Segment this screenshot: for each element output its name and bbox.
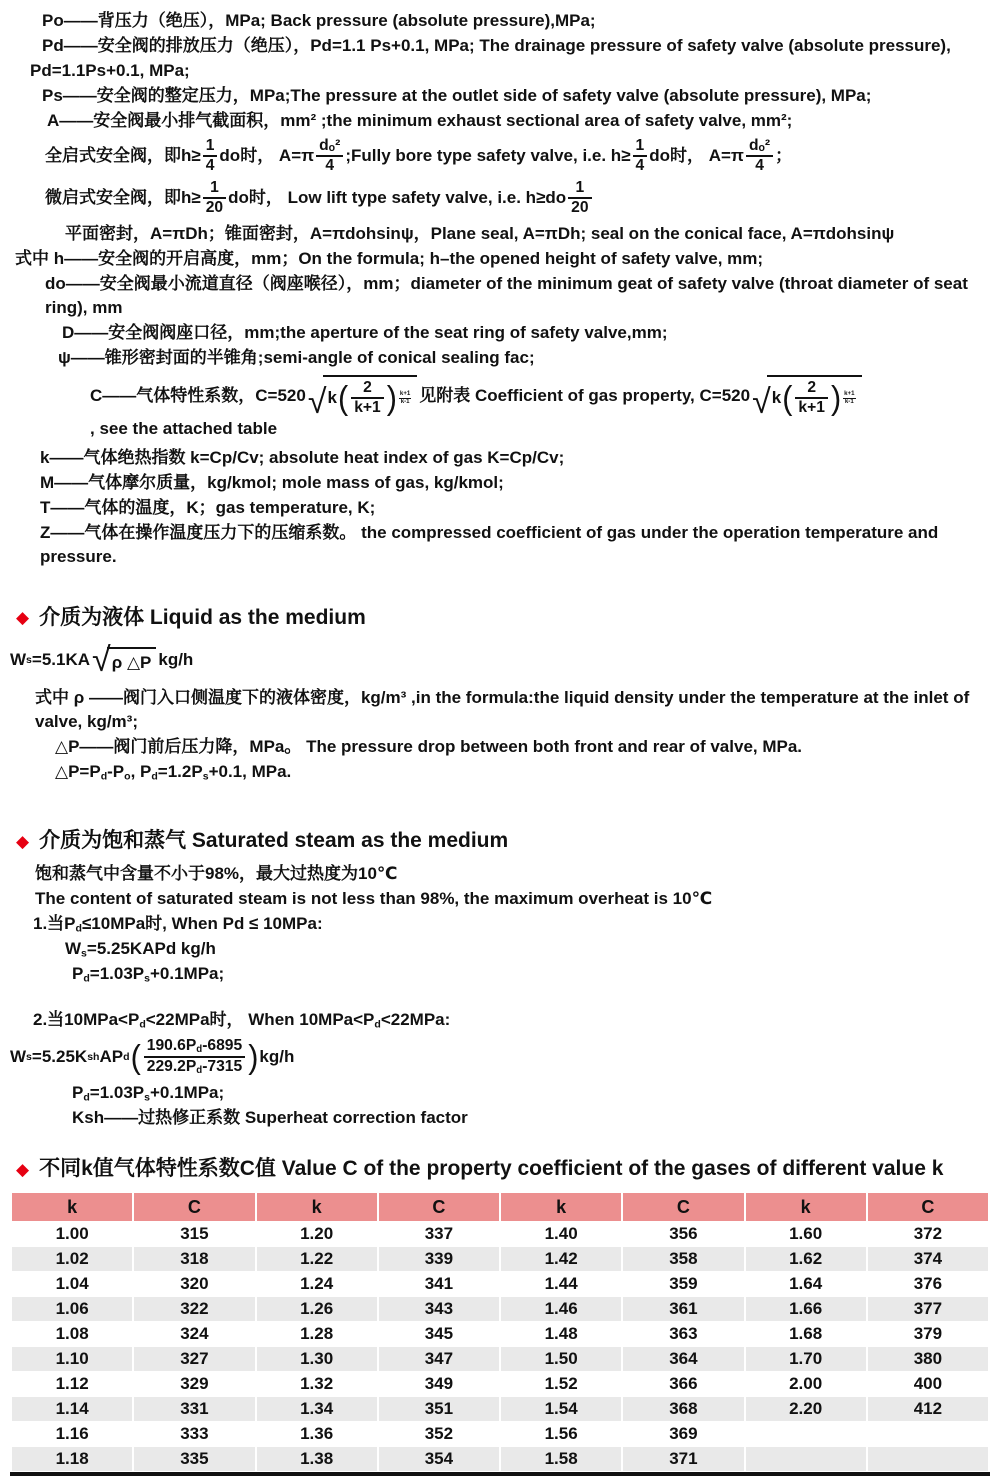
steam-section-title	[16, 828, 990, 854]
table-cell: 354	[379, 1447, 499, 1471]
table-header-cell: k	[257, 1193, 377, 1221]
liquid-section	[10, 605, 990, 785]
table-row	[12, 1247, 988, 1271]
table-cell: 379	[868, 1322, 988, 1346]
liquid-section-title	[16, 605, 990, 631]
definition-line-psi: ψ——锥形密封面的半锥角;semi-angle of conical sealing fac;	[58, 347, 535, 367]
table-cell: 1.10	[12, 1347, 132, 1371]
table-cell: 1.24	[257, 1272, 377, 1296]
table-cell: 1.30	[257, 1347, 377, 1371]
definition-line-k: k——气体绝热指数 k=Cp/Cv; absolute heat index of gas K=Cp/Cv;	[40, 447, 565, 467]
table-row	[12, 1272, 988, 1296]
table-cell	[868, 1422, 988, 1446]
formula-steam-pd1: $P_d=1.03P_s+0.1MPa$;	[72, 964, 225, 985]
liquid-line-dp: △P——阀门前后压力降，MPa。 The pressure drop between both front and rear of valve, MPa.	[55, 737, 803, 757]
table-cell: 1.04	[12, 1272, 132, 1296]
table-cell: 361	[623, 1297, 743, 1321]
table-cell: 1.60	[746, 1222, 866, 1246]
table-cell: 363	[623, 1322, 743, 1346]
table-cell: 345	[379, 1322, 499, 1346]
formula-steam-pd2: $P_d=1.03P_s+0.1MPa$;	[72, 1083, 225, 1104]
table-cell: 1.48	[501, 1322, 621, 1346]
coefficient-table	[10, 1192, 990, 1476]
radical-sign: √	[752, 382, 771, 421]
section-title-text: 不同k值气体特性系数C值 Value C of the property coefficient of the gases of different value k	[39, 1157, 944, 1181]
liquid-line-dp2: $\triangle P=P_d-P_o$, $P_d=1.2P_s+0.1$, MPa.	[55, 762, 292, 783]
table-cell: 1.16	[12, 1422, 132, 1446]
table-cell	[746, 1447, 866, 1471]
table-cell: 1.42	[501, 1247, 621, 1271]
table-row	[12, 1397, 988, 1421]
table-header-cell: k	[12, 1193, 132, 1221]
table-cell: 1.40	[501, 1222, 621, 1246]
table-cell: 351	[379, 1397, 499, 1421]
table-header-cell: C	[868, 1193, 988, 1221]
section-title-text: 介质为液体 Liquid as the medium	[39, 605, 366, 629]
table-cell: 318	[134, 1247, 254, 1271]
table-cell: 339	[379, 1247, 499, 1271]
table-cell: 333	[134, 1422, 254, 1446]
table-cell: 1.06	[12, 1297, 132, 1321]
table-cell: 320	[134, 1272, 254, 1296]
table-row	[12, 1372, 988, 1396]
table-cell: 335	[134, 1447, 254, 1471]
table-row	[12, 1347, 988, 1371]
definition-line-d: D——安全阀阀座口径，mm;the aperture of the seat ring of safety valve,mm;	[62, 322, 668, 342]
table-cell: 1.02	[12, 1247, 132, 1271]
table-cell: 400	[868, 1372, 988, 1396]
table-cell: 358	[623, 1247, 743, 1271]
table-cell: 1.12	[12, 1372, 132, 1396]
definition-line-m: M——气体摩尔质量，kg/kmol; mole mass of gas, kg/kmol;	[40, 472, 504, 492]
definition-line-t: T——气体的温度，K；gas temperature, K;	[40, 497, 376, 517]
table-cell: 371	[623, 1447, 743, 1471]
table-row	[12, 1222, 988, 1246]
table-header-cell: C	[623, 1193, 743, 1221]
table-cell: 352	[379, 1422, 499, 1446]
table-cell: 327	[134, 1347, 254, 1371]
table-cell: 380	[868, 1347, 988, 1371]
table-cell: 1.18	[12, 1447, 132, 1471]
diamond-bullet-icon: ◆	[16, 608, 30, 628]
table-cell: 376	[868, 1272, 988, 1296]
radical-sign: √	[92, 640, 111, 679]
table-cell: 1.68	[746, 1322, 866, 1346]
table-section	[10, 1156, 990, 1476]
table-cell: 2.20	[746, 1397, 866, 1421]
liquid-line-rho: 式中 ρ ——阀门入口侧温度下的液体密度，kg/m³ ,in the formula:the liquid density under the temperature at the inlet of valve, kg/m³;	[35, 688, 970, 732]
table-cell: 369	[623, 1422, 743, 1446]
table-cell: 359	[623, 1272, 743, 1296]
table-row	[12, 1422, 988, 1446]
table-cell: 324	[134, 1322, 254, 1346]
table-row	[12, 1447, 988, 1471]
table-cell: 377	[868, 1297, 988, 1321]
table-body	[12, 1222, 988, 1471]
table-cell: 1.46	[501, 1297, 621, 1321]
steam-case1-line: 1.当$P_d\le 10MPa$时, When Pd ≤ 10MPa:	[33, 914, 323, 935]
table-row	[12, 1322, 988, 1346]
coefficient-table-wrap	[10, 1192, 990, 1476]
table-cell: 1.62	[746, 1247, 866, 1271]
formula-steam-ws1: $W_s=5.25KAPd$ kg/h	[65, 939, 216, 960]
table-row	[12, 1297, 988, 1321]
table-cell: 1.00	[12, 1222, 132, 1246]
table-cell: 315	[134, 1222, 254, 1246]
table-cell: 2.00	[746, 1372, 866, 1396]
steam-case2-line: 2.当$10MPa<P_d<22MPa$时， When $10MPa<P_d<22MPa$:	[33, 1010, 451, 1031]
diamond-bullet-icon: ◆	[16, 1159, 30, 1179]
table-cell: 1.22	[257, 1247, 377, 1271]
formula-steam-ws2: W s =5.25K sh AP d ( $\frac{190.6P_d-6895}{229.2P_d-7315}$ ) kg/h	[10, 1037, 295, 1076]
definitions-section	[10, 9, 990, 569]
definition-line-h: 式中 h——安全阀的开启高度，mm；On the formula; h–the opened height of safety valve, mm;	[15, 248, 764, 268]
table-cell: 1.28	[257, 1322, 377, 1346]
formula-low-lift: 微启式安全阀，即h≥ $\frac{1}{20}$ do时， Low lift type safety valve, i.e. h≥do $\frac{1}{20}$	[45, 180, 990, 217]
table-cell: 1.38	[257, 1447, 377, 1471]
table-cell: 331	[134, 1397, 254, 1421]
table-cell: 341	[379, 1272, 499, 1296]
definition-line-seal: 平面密封，A=πDh；锥面密封，A=πdohsinψ，Plane seal, A=πDh; seal on the conical face, A=πdohsinψ	[65, 223, 895, 243]
definition-line-do: do——安全阀最小流道直径（阀座喉径），mm；diameter of the minimum geat of safety valve (throat diameter of seat ring), mm	[45, 273, 968, 317]
table-cell: 349	[379, 1372, 499, 1396]
table-cell	[746, 1422, 866, 1446]
table-cell: 1.14	[12, 1397, 132, 1421]
table-header-cell: k	[501, 1193, 621, 1221]
table-cell: 1.58	[501, 1447, 621, 1471]
table-cell: 356	[623, 1222, 743, 1246]
table-cell: 1.36	[257, 1422, 377, 1446]
definition-line-pd2: Pd=1.1Ps+0.1, MPa;	[30, 61, 190, 80]
table-header-cell: C	[134, 1193, 254, 1221]
table-cell: 343	[379, 1297, 499, 1321]
table-cell: 412	[868, 1397, 988, 1421]
definition-line-po: Po——背压力（绝压），MPa; Back pressure (absolute pressure),MPa;	[42, 11, 596, 30]
definition-line-a: A——安全阀最小排气截面积，mm² ;the minimum exhaust sectional area of safety valve, mm²;	[47, 111, 793, 130]
table-head	[12, 1193, 988, 1221]
radical-sign: √	[307, 382, 327, 421]
table-cell: 1.26	[257, 1297, 377, 1321]
table-cell: 1.44	[501, 1272, 621, 1296]
table-cell: 366	[623, 1372, 743, 1396]
steam-ksh-line: Ksh——过热修正系数 Superheat correction factor	[72, 1108, 468, 1128]
table-section-title	[16, 1156, 990, 1182]
definition-line-ps: Ps——安全阀的整定压力，MPa;The pressure at the outlet side of safety valve (absolute pressure), MPa;	[42, 86, 872, 105]
diamond-bullet-icon: ◆	[16, 831, 30, 851]
table-header-cell: C	[379, 1193, 499, 1221]
table-cell: 1.34	[257, 1397, 377, 1421]
table-cell	[868, 1447, 988, 1471]
table-cell: 1.32	[257, 1372, 377, 1396]
section-title-text: 介质为饱和蒸气 Saturated steam as the medium	[39, 829, 509, 853]
table-cell: 322	[134, 1297, 254, 1321]
steam-line-cn: 饱和蒸气中含量不小于98%，最大过热度为10℃	[35, 864, 398, 884]
definition-line-pd: Pd——安全阀的排放压力（绝压），Pd=1.1 Ps+0.1, MPa; The drainage pressure of safety valve (absolute pressure),	[42, 36, 951, 55]
table-cell: 374	[868, 1247, 988, 1271]
table-cell: 1.56	[501, 1422, 621, 1446]
table-cell: 1.52	[501, 1372, 621, 1396]
table-cell: 364	[623, 1347, 743, 1371]
table-cell: 372	[868, 1222, 988, 1246]
table-cell: 1.70	[746, 1347, 866, 1371]
table-cell: 1.08	[12, 1322, 132, 1346]
table-header-cell: k	[746, 1193, 866, 1221]
table-cell: 1.66	[746, 1297, 866, 1321]
table-cell: 368	[623, 1397, 743, 1421]
formula-full-bore: 全启式安全阀，即h≥ $\frac{1}{4}$ do时， A=π $\frac{\text{dₒ²}}{4}$ ;Fully bore type safety valve, i.e. h≥ $\frac{1}{4}$ do时， A=π $\frac{\text{dₒ²}}{4}$ ；	[45, 137, 793, 175]
steam-section	[10, 828, 990, 1130]
table-cell: 1.54	[501, 1397, 621, 1421]
table-cell: 1.50	[501, 1347, 621, 1371]
table-cell: 1.64	[746, 1272, 866, 1296]
definition-line-z: Z——气体在操作温度压力下的压缩系数。 the compressed coefficient of gas under the operation temperature and pressure.	[40, 522, 939, 566]
table-cell: 347	[379, 1347, 499, 1371]
table-cell: 329	[134, 1372, 254, 1396]
formula-liquid-ws: W s =5.1KA √ ρ △P kg/h	[10, 640, 194, 679]
steam-line-en: The content of saturated steam is not less than 98%, the maximum overheat is 10℃	[35, 889, 713, 909]
table-cell: 337	[379, 1222, 499, 1246]
table-cell: 1.20	[257, 1222, 377, 1246]
table-header-row	[12, 1193, 988, 1221]
formula-coefficient-c: C——气体特性系数，C=520 √ k ( $\frac{2}{k+1}$ ) $\frac{k+1}{k-1}$ 见附表 Coefficient of gas property, C=520 √ k ( $\frac{2}{k+1}$ ) $\frac{k+1}{k-1}$ , see the attached table	[90, 375, 990, 441]
